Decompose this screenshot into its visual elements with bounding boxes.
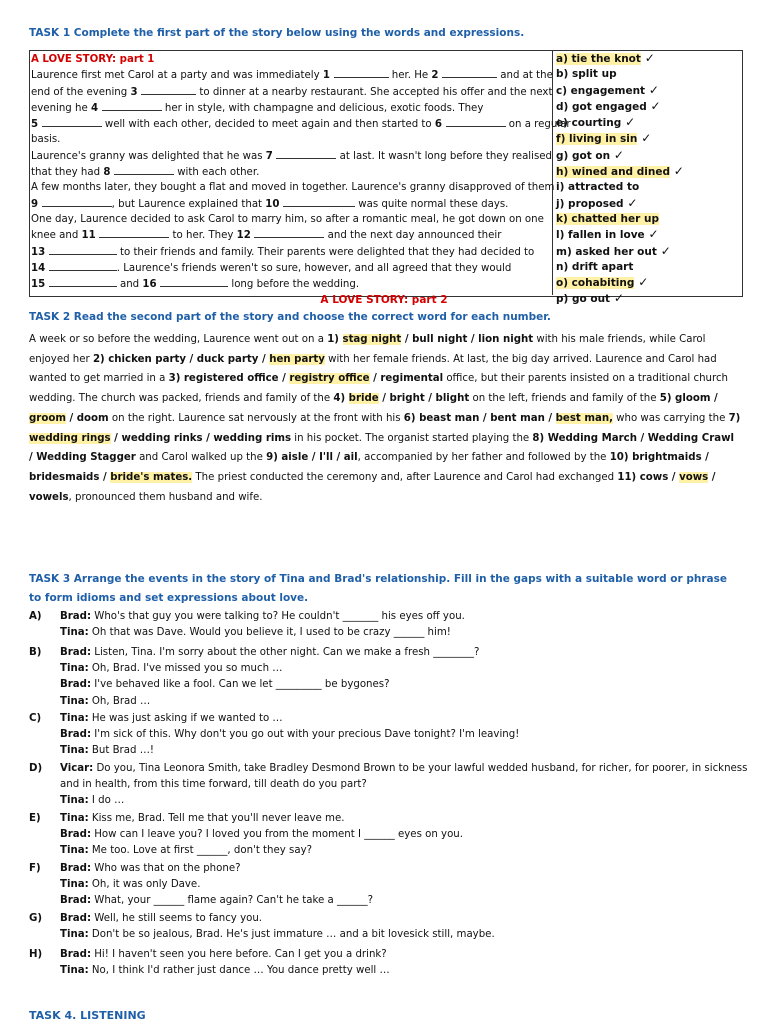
option-item: [556, 180, 741, 195]
dialogue-text: Do you, Tina Leonora Smith, take Bradley Desmond Brown to be your lawful wedded husband, for richer, for poorer, in sickness: [93, 763, 748, 774]
story-line: [31, 100, 552, 116]
dialogue-text: Listen, Tina. I'm sorry about the other night. Can we make a fresh ________?: [91, 647, 480, 658]
story-line: [31, 244, 552, 260]
gap-number: 13: [31, 246, 49, 258]
dialogue-line: [60, 743, 750, 759]
dialogue-text: I've behaved like a fool. Can we let _________ be bygones?: [91, 679, 390, 691]
dialogue-text: Oh, it was only Dave.: [88, 879, 201, 891]
speaker-name: Brad:: [60, 729, 92, 741]
gap-7-blank[interactable]: [276, 148, 336, 159]
story-line: [31, 84, 552, 100]
choice-text: / bull night / lion night: [401, 334, 534, 345]
option-item: [556, 196, 741, 212]
dialogue-label: G): [29, 913, 43, 924]
story-text: to her. They: [169, 230, 237, 242]
gap-number: 4: [90, 102, 102, 114]
option-label: g) got on: [556, 149, 611, 162]
gap-11-blank[interactable]: [99, 227, 169, 238]
checkmark-icon: ✓: [634, 275, 649, 290]
highlighted-answer: hen party: [269, 353, 325, 365]
gap-4-blank[interactable]: [102, 100, 162, 111]
choice-text: 5) gloom /: [659, 393, 718, 405]
highlighted-answer: wedding rings: [29, 432, 111, 444]
checkmark-icon: ✓: [644, 227, 659, 242]
story-text: A week or so before the wedding, Laurence went out on a: [29, 334, 328, 345]
checkmark-icon: ✓: [610, 147, 624, 162]
dialogue-line: [60, 677, 750, 693]
choice-text: 1): [327, 334, 343, 345]
option-item: [556, 227, 741, 243]
checkmark-icon: ✓: [621, 115, 636, 130]
gap-number: 11: [81, 230, 100, 242]
speaker-name: Tina:: [60, 795, 89, 807]
option-item: [556, 83, 741, 99]
story-part2-title: A LOVE STORY: part 2: [320, 294, 448, 306]
dialogue-line: [60, 963, 750, 979]
option-item: [556, 99, 741, 115]
speaker-name: Tina:: [60, 713, 89, 724]
choice-text: 4): [333, 393, 349, 405]
story-text: with his male friends, while Carol enjoyed her: [29, 334, 706, 365]
dialogue-line: [60, 811, 750, 827]
dialogue-line: [60, 625, 750, 641]
story-text: long before the wedding.: [228, 279, 360, 291]
option-label: a) tie the knot: [556, 53, 641, 65]
story-part2-text: [29, 330, 741, 507]
story-text: to their friends and family. Their parents were delighted that they had decided to: [116, 246, 535, 258]
option-item: [556, 67, 741, 82]
story-text: and Carol walked up the: [135, 452, 267, 464]
option-item: [556, 131, 741, 147]
story-text: that they had: [31, 167, 104, 179]
gap-12-blank[interactable]: [254, 227, 324, 238]
option-item: [556, 212, 741, 227]
story-text: in his pocket. The organist started playing the: [291, 432, 533, 444]
dialogue-text: What, your ______ flame again? Can't he take a ______?: [91, 895, 373, 907]
dialogue-line: [60, 661, 750, 677]
dialogue-text: Well, he still seems to fancy you.: [91, 913, 263, 924]
speaker-name: Brad:: [60, 679, 92, 691]
option-label: n) drift apart: [556, 260, 634, 273]
story-text: . Laurence's friends weren't so sure, however, and all agreed that they would: [116, 262, 512, 274]
gap-number: 16: [142, 279, 161, 291]
choice-text: 6) beast man / bent man /: [403, 412, 556, 424]
story-text: her. He: [388, 70, 432, 82]
dialogue-line: [60, 609, 750, 625]
dialogue-line: [60, 861, 750, 877]
dialogue-line: [60, 777, 750, 793]
story-text: and at the: [497, 70, 553, 82]
gap-number: 15: [31, 279, 49, 291]
choice-text: 9) aisle / I'll / ail: [266, 452, 358, 464]
gap-number: 6: [434, 119, 446, 131]
dialogue-label: A): [29, 611, 42, 622]
checkmark-icon: ✓: [640, 51, 655, 65]
gap-number: 10: [265, 198, 284, 210]
choice-text: / doom: [65, 412, 109, 424]
dialogue-line: [60, 927, 750, 943]
story-text: her in style, with champagne and delicious, exotic foods. They: [161, 102, 484, 114]
option-item: [556, 260, 741, 275]
option-label: e) courting: [556, 117, 622, 130]
story-line: [31, 180, 555, 195]
choice-text: / vowels: [29, 471, 716, 503]
dialogue-text: Don't be so jealous, Brad. He's just immature … and a bit lovesick still, maybe.: [88, 929, 495, 941]
checkmark-icon: ✓: [637, 131, 652, 146]
story-text: was quite normal these days.: [355, 198, 509, 210]
story-line: [31, 132, 552, 147]
dialogue-text: Kiss me, Brad. Tell me that you'll never leave me.: [88, 813, 345, 824]
dialogue-text: I'm sick of this. Why don't you go out with your precious Dave tonight? I'm leaving!: [91, 729, 520, 741]
speaker-name: Brad:: [60, 611, 92, 622]
gap-5-blank[interactable]: [42, 116, 102, 127]
gap-number: 14: [31, 262, 49, 274]
gap-number: 9: [31, 198, 42, 210]
speaker-name: Brad:: [60, 829, 92, 841]
highlighted-answer: bride: [348, 393, 379, 405]
option-item: [556, 51, 741, 67]
dialogue-line: [60, 793, 750, 809]
dialogue-line: [60, 694, 750, 710]
highlighted-answer: bride's mates.: [110, 471, 193, 483]
choice-text: 8) Wedding March / Wedding Crawl / Wedding Stagger: [29, 432, 735, 464]
story-text: , but Laurence explained that: [111, 198, 266, 210]
story-text: on the left, friends and family of the: [469, 393, 660, 405]
highlighted-answer: stag night: [342, 334, 402, 345]
story-line: [31, 164, 552, 180]
dialogue-line: [60, 711, 750, 727]
checkmark-icon: ✓: [646, 98, 661, 113]
highlighted-answer: groom: [29, 412, 66, 424]
dialogue-text: Who was that on the phone?: [91, 863, 241, 874]
dialogue-label: F): [29, 863, 41, 874]
speaker-name: Tina:: [60, 845, 89, 857]
task1-heading: TASK 1 Complete the first part of the story below using the words and expressions.: [29, 27, 525, 39]
option-label: h) wined and dined: [556, 166, 670, 179]
option-item: [556, 275, 741, 291]
dialogue-label: E): [29, 813, 41, 824]
gap-number: 3: [130, 86, 142, 98]
dialogue-line: [60, 645, 750, 661]
option-item: [556, 164, 741, 180]
story-text: Laurence's granny was delighted that he was: [31, 150, 266, 162]
story-text: on a regular: [505, 119, 571, 131]
task3-heading: TASK 3 Arrange the events in the story of Tina and Brad's relationship. Fill in the gaps with a suitable word or phrase to form idioms and set expressions about love.: [29, 573, 727, 604]
gap-number: 12: [236, 230, 255, 242]
story-text: basis.: [31, 134, 61, 146]
dialogue-text: I do …: [88, 795, 125, 807]
speaker-name: Brad:: [60, 913, 92, 924]
dialogue-line: [60, 911, 750, 927]
dialogue-text: Who's that guy you were talking to? He couldn't _______ his eyes off you.: [91, 611, 465, 622]
option-item: [556, 244, 741, 260]
option-label: m) asked her out: [556, 245, 657, 258]
speaker-name: Brad:: [60, 895, 92, 907]
highlighted-answer: best man,: [555, 412, 613, 424]
dialogue-text: Oh, Brad. I've missed you so much …: [88, 663, 283, 675]
story-line: [31, 196, 552, 212]
story-text: The priest conducted the ceremony and, after Laurence and Carol had exchanged: [192, 471, 618, 483]
gap-number: 5: [31, 119, 42, 131]
story-text: end of the evening: [31, 86, 131, 98]
dialogue-line: [60, 727, 750, 743]
dialogue-line: [60, 843, 750, 859]
speaker-name: Tina:: [60, 929, 89, 941]
option-label: i) attracted to: [556, 181, 640, 194]
speaker-name: Tina:: [60, 965, 89, 977]
dialogue-text: and in health, from this time forward, till death do you part?: [60, 779, 367, 791]
speaker-name: Vicar:: [60, 763, 94, 774]
speaker-name: Brad:: [60, 647, 92, 658]
task2-heading: TASK 2 Read the second part of the story and choose the correct word for each number.: [29, 311, 551, 323]
dialogue-line: [60, 893, 750, 909]
option-label: b) split up: [556, 68, 617, 81]
speaker-name: Brad:: [60, 863, 92, 874]
choice-text: 2) chicken party / duck party /: [92, 353, 270, 365]
dialogue-line: [60, 827, 750, 843]
option-label: o) cohabiting: [556, 277, 635, 290]
story-line: [31, 276, 552, 292]
option-label: j) proposed: [556, 197, 624, 210]
checkmark-icon: ✓: [656, 243, 671, 258]
story-text: with her female friends. At last, the big day arrived. Laurence and Carol had wanted to get married in a: [29, 353, 717, 385]
story-text: with each other.: [173, 167, 260, 179]
story-text: at last. It wasn't long before they realised: [336, 150, 553, 162]
option-label: d) got engaged: [556, 100, 647, 113]
dialogue-line: [60, 877, 750, 893]
gap-13-blank[interactable]: [49, 244, 117, 255]
dialogue-text: But Brad …!: [88, 745, 154, 757]
dialogue-label: H): [29, 949, 43, 960]
story-part1-text: [31, 67, 571, 292]
dialogue-text: Me too. Love at first ______, don't they say?: [88, 845, 313, 857]
gap-number: 8: [103, 167, 114, 179]
story-line: [31, 67, 552, 83]
dialogue-text: How can I leave you? I loved you from the moment I ______ eyes on you.: [91, 829, 463, 841]
option-label: k) chatted her up: [556, 212, 659, 225]
gap-3-blank[interactable]: [141, 84, 196, 95]
speaker-name: Tina:: [60, 745, 89, 757]
checkmark-icon: ✓: [669, 164, 684, 179]
gap-2-blank[interactable]: [442, 67, 497, 78]
choice-text: 7): [728, 412, 741, 424]
story-text: well with each other, decided to meet again and then started to: [101, 119, 435, 131]
choice-text: 11) cows /: [617, 471, 680, 483]
story-text: office, but their parents insisted on a traditional church wedding. The church was packed, friends and family of the: [29, 373, 729, 405]
option-label: f) living in sin: [556, 133, 638, 146]
choice-text: / wedding rinks / wedding rims: [110, 432, 292, 444]
story-text: and the next day announced their: [324, 230, 502, 242]
story-line: [31, 212, 552, 227]
gap-9-blank[interactable]: [42, 196, 112, 207]
story-text: knee and: [31, 230, 82, 242]
story-text: evening he: [31, 102, 91, 114]
dialogue-line: [60, 947, 750, 963]
story-line: [31, 227, 552, 243]
option-label: l) fallen in love: [556, 229, 645, 242]
task4-heading: TASK 4. LISTENING: [29, 1009, 146, 1022]
story-text: One day, Laurence decided to ask Carol to marry him, so after a romantic meal, he got down on one: [31, 213, 544, 225]
dialogue-line: [60, 761, 750, 777]
speaker-name: Tina:: [60, 813, 89, 824]
speaker-name: Tina:: [60, 879, 89, 891]
option-item: [556, 115, 741, 131]
dialogue-text: Oh, Brad …: [88, 695, 151, 707]
option-item: [556, 148, 741, 164]
story-text: , pronounced them husband and wife.: [68, 491, 263, 503]
story-text: , accompanied by her father and followed by the: [357, 452, 610, 464]
story-line: [31, 148, 552, 164]
highlighted-answer: registry office: [289, 373, 370, 385]
gap-1-blank[interactable]: [334, 67, 389, 78]
gap-6-blank[interactable]: [446, 116, 506, 127]
speaker-name: Tina:: [60, 695, 89, 707]
dialogue-text: Hi! I haven't seen you here before. Can I get you a drink?: [91, 949, 387, 960]
story-text: to dinner at a nearby restaurant. She accepted his offer and the next: [196, 86, 553, 98]
options-list: [556, 51, 741, 308]
story-text: on the right. Laurence sat nervously at the front with his: [108, 412, 404, 424]
story-line: [31, 260, 552, 276]
gap-number: 1: [322, 70, 334, 82]
choice-text: 10) brightmaids / bridesmaids /: [29, 452, 709, 483]
dialogue-label: B): [29, 647, 42, 658]
checkmark-icon: ✓: [610, 291, 624, 306]
gap-15-blank[interactable]: [49, 276, 117, 287]
checkmark-icon: ✓: [645, 82, 659, 97]
option-label: p) go out: [556, 293, 611, 306]
gap-14-blank[interactable]: [49, 260, 117, 271]
gap-10-blank[interactable]: [283, 196, 355, 207]
story-line: [31, 116, 571, 132]
checkmark-icon: ✓: [623, 195, 638, 210]
choice-text: / bright / blight: [378, 393, 470, 405]
dialogue-text: He was just asking if we wanted to …: [88, 713, 283, 724]
story-part1-title: A LOVE STORY: part 1: [31, 54, 155, 65]
story-text: Laurence first met Carol at a party and was immediately: [31, 70, 323, 82]
speaker-name: Tina:: [60, 627, 89, 639]
speaker-name: Tina:: [60, 663, 89, 675]
story-text: and: [116, 279, 143, 291]
choice-text: 3) registered office /: [168, 373, 290, 385]
dialogue-text: No, I think I'd rather just dance … You dance pretty well …: [88, 965, 390, 977]
choice-text: / regimental: [369, 373, 444, 385]
gap-number: 2: [431, 70, 442, 82]
gap-number: 7: [265, 150, 277, 162]
speaker-name: Brad:: [60, 949, 92, 960]
story-text: who was carrying the: [612, 412, 729, 424]
story-text: A few months later, they bought a flat and moved in together. Laurence's granny disapproved of them: [31, 182, 555, 194]
highlighted-answer: vows: [679, 471, 709, 483]
dialogue-label: D): [29, 763, 43, 774]
dialogue-text: Oh that was Dave. Would you believe it, I used to be crazy ______ him!: [88, 627, 451, 639]
gap-8-blank[interactable]: [114, 164, 174, 175]
gap-16-blank[interactable]: [160, 276, 228, 287]
dialogue-label: C): [29, 713, 42, 724]
option-label: c) engagement: [556, 84, 646, 97]
story-part1: [31, 52, 571, 292]
